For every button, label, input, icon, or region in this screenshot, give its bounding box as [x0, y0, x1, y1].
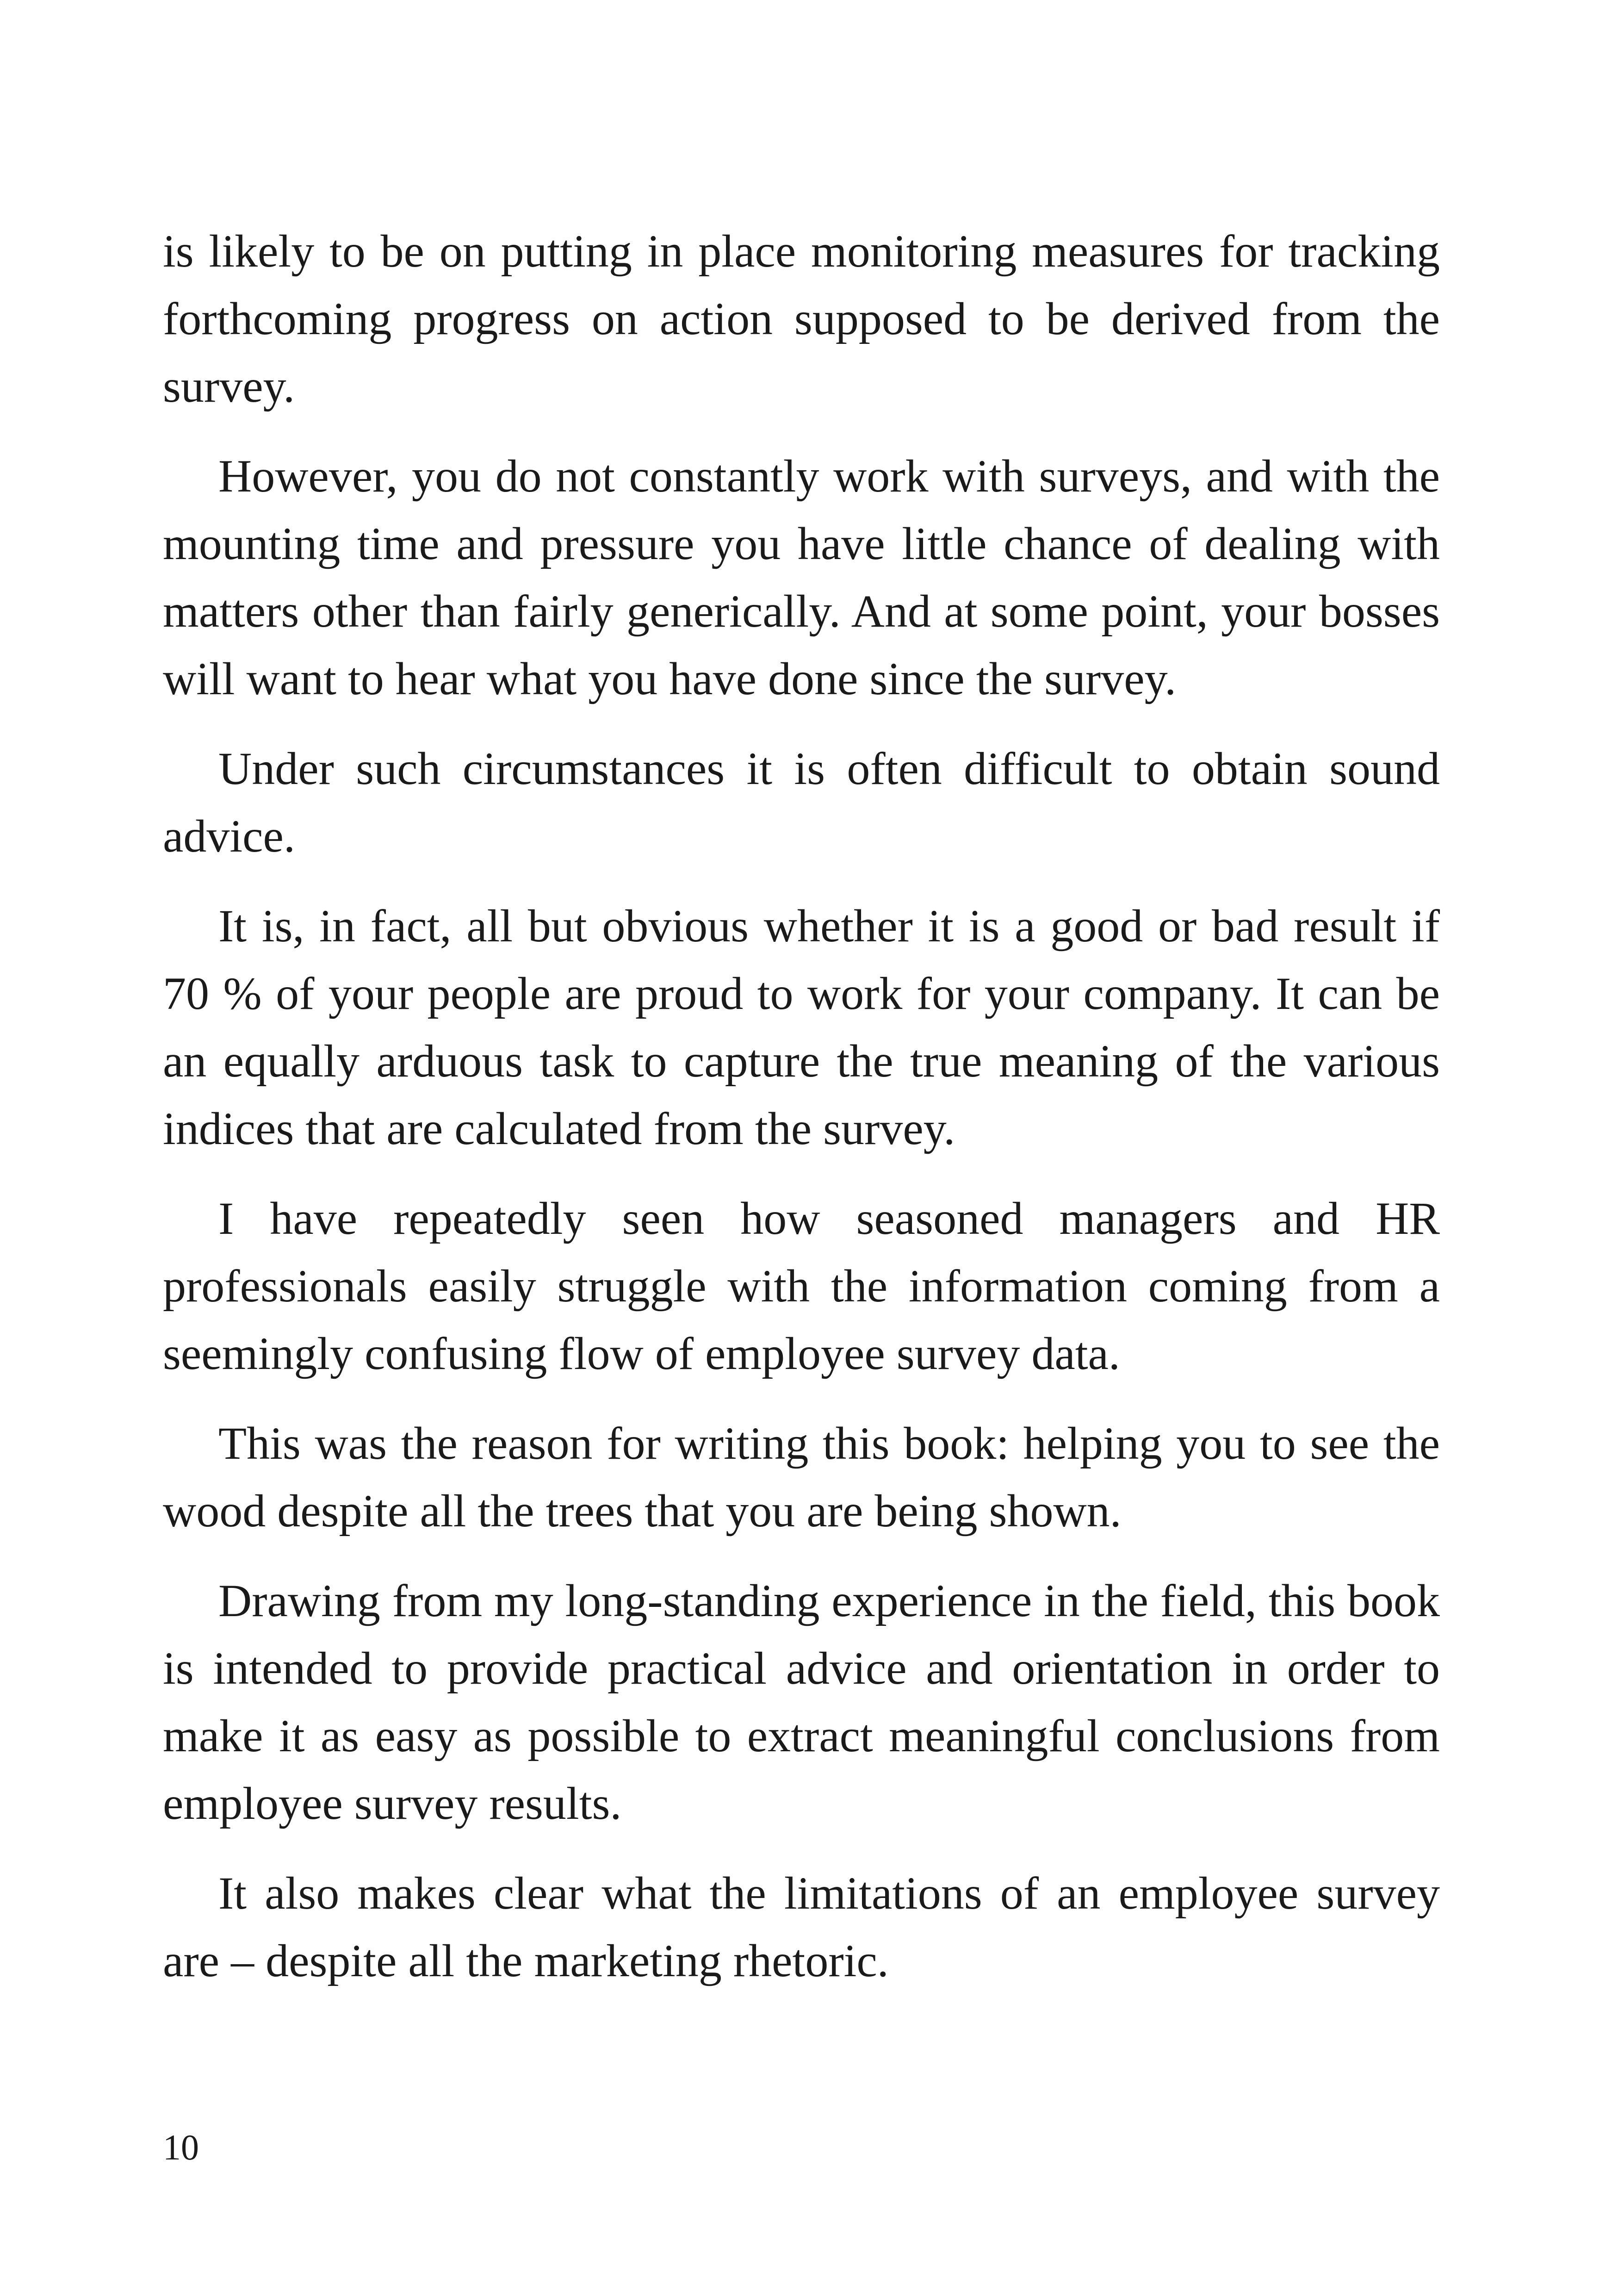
paragraph-1: is likely to be on putting in place monitoring measures for tracking forthcoming progress on action supposed to be derived from the survey. [163, 225, 1440, 412]
paragraph-4: It is, in fact, all but obvious whether it is a good or bad result if 70 % of your people are proud to work for your company. It can be an equally arduous task to capture the true meaning of the various indices that are calculated from the survey. [163, 900, 1440, 1154]
paragraph-3: Under such circumstances it is often difficult to obtain sound advice. [163, 743, 1440, 862]
paragraph-5: I have repeatedly seen how seasoned managers and HR professionals easily struggle with the information coming from a seemingly confusing flow of employee survey data. [163, 1193, 1440, 1379]
paragraph-7: Drawing from my long-standing experience in the field, this book is intended to provide practical advice and orientation in order to make it as easy as possible to extract meaningful conclusions from employee survey results. [163, 1575, 1440, 1829]
page-number: 10 [163, 2127, 199, 2167]
body-text [163, 218, 1440, 2017]
paragraph-6: This was the reason for writing this book: helping you to see the wood despite all the trees that you are being shown. [163, 1418, 1440, 1537]
paragraph-2: However, you do not constantly work with surveys, and with the mounting time and pressure you have little chance of dealing with matters other than fairly generically. And at some point, your bosses will want to hear what you have done since the survey. [163, 450, 1440, 704]
paragraph-8: It also makes clear what the limitations of an employee survey are – despite all the marketing rhetoric. [163, 1867, 1440, 1986]
